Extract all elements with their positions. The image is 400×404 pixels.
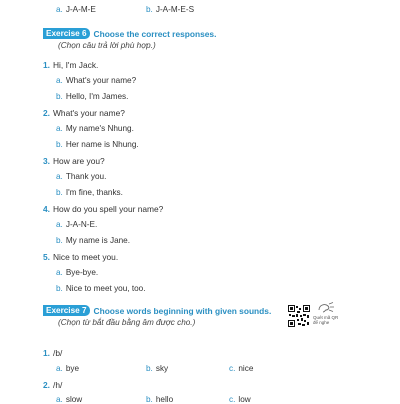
exercise-7-header (43, 305, 271, 316)
ex6-question-4: 4. How do you spell your name? (43, 204, 164, 214)
exercise-6-badge: Exercise 6 (43, 28, 90, 39)
ex6-question-3: 3. How are you? (43, 156, 105, 166)
ex6-question-2: 2. What's your name? (43, 108, 125, 118)
exercise-6-title: Choose the correct responses. (93, 28, 217, 39)
qr-caption: Quét mã QR để nghe (313, 315, 339, 325)
ex6-q2-option-a[interactable]: a. My name's Nhung. (56, 124, 134, 133)
ex7-q1-option-a[interactable]: a. bye (56, 364, 80, 373)
qr-code-icon[interactable] (288, 305, 310, 327)
ex6-q3-option-a[interactable]: a. Thank you. (56, 172, 107, 181)
ex7-question-2: 2. /h/ (43, 380, 63, 390)
ex7-q2-option-a[interactable]: a. slow (56, 395, 83, 404)
ex6-q4-option-b[interactable]: b. My name is Jane. (56, 236, 131, 245)
ex6-question-5: 5. Nice to meet you. (43, 252, 119, 262)
ex7-q1-option-c[interactable]: c. nice (229, 364, 254, 373)
ex6-q5-option-b[interactable]: b. Nice to meet you, too. (56, 284, 146, 293)
listen-icon (316, 302, 336, 314)
exercise-7-title: Choose words beginning with given sounds. (93, 305, 272, 316)
exercise-6-subtitle: (Chọn câu trả lời phù hợp.) (58, 41, 156, 50)
exercise-6-header (43, 28, 216, 39)
ex6-q5-option-a[interactable]: a. Bye-bye. (56, 268, 99, 277)
ex7-q2-option-b[interactable]: b. hello (146, 395, 174, 404)
ex6-q2-option-b[interactable]: b. Her name is Nhung. (56, 140, 139, 149)
ex6-q4-option-a[interactable]: a. J-A-N-E. (56, 220, 98, 229)
ex7-q2-option-c[interactable]: c. low (229, 395, 251, 404)
exercise-7-subtitle: (Chọn từ bắt đầu bằng âm được cho.) (58, 318, 196, 327)
ex6-q1-option-b[interactable]: b. Hello, I'm James. (56, 92, 129, 101)
ex6-q3-option-b[interactable]: b. I'm fine, thanks. (56, 188, 123, 197)
ex7-question-1: 1. /b/ (43, 348, 63, 358)
exercise-7-badge: Exercise 7 (43, 305, 90, 316)
ex6-q1-option-a[interactable]: a. What's your name? (56, 76, 137, 85)
ex6-question-1: 1. Hi, I'm Jack. (43, 60, 99, 70)
top-option-b: b. J-A-M-E-S (146, 5, 195, 14)
top-option-a: a. J-A-M-E (56, 5, 96, 14)
ex7-q1-option-b[interactable]: b. sky (146, 364, 169, 373)
